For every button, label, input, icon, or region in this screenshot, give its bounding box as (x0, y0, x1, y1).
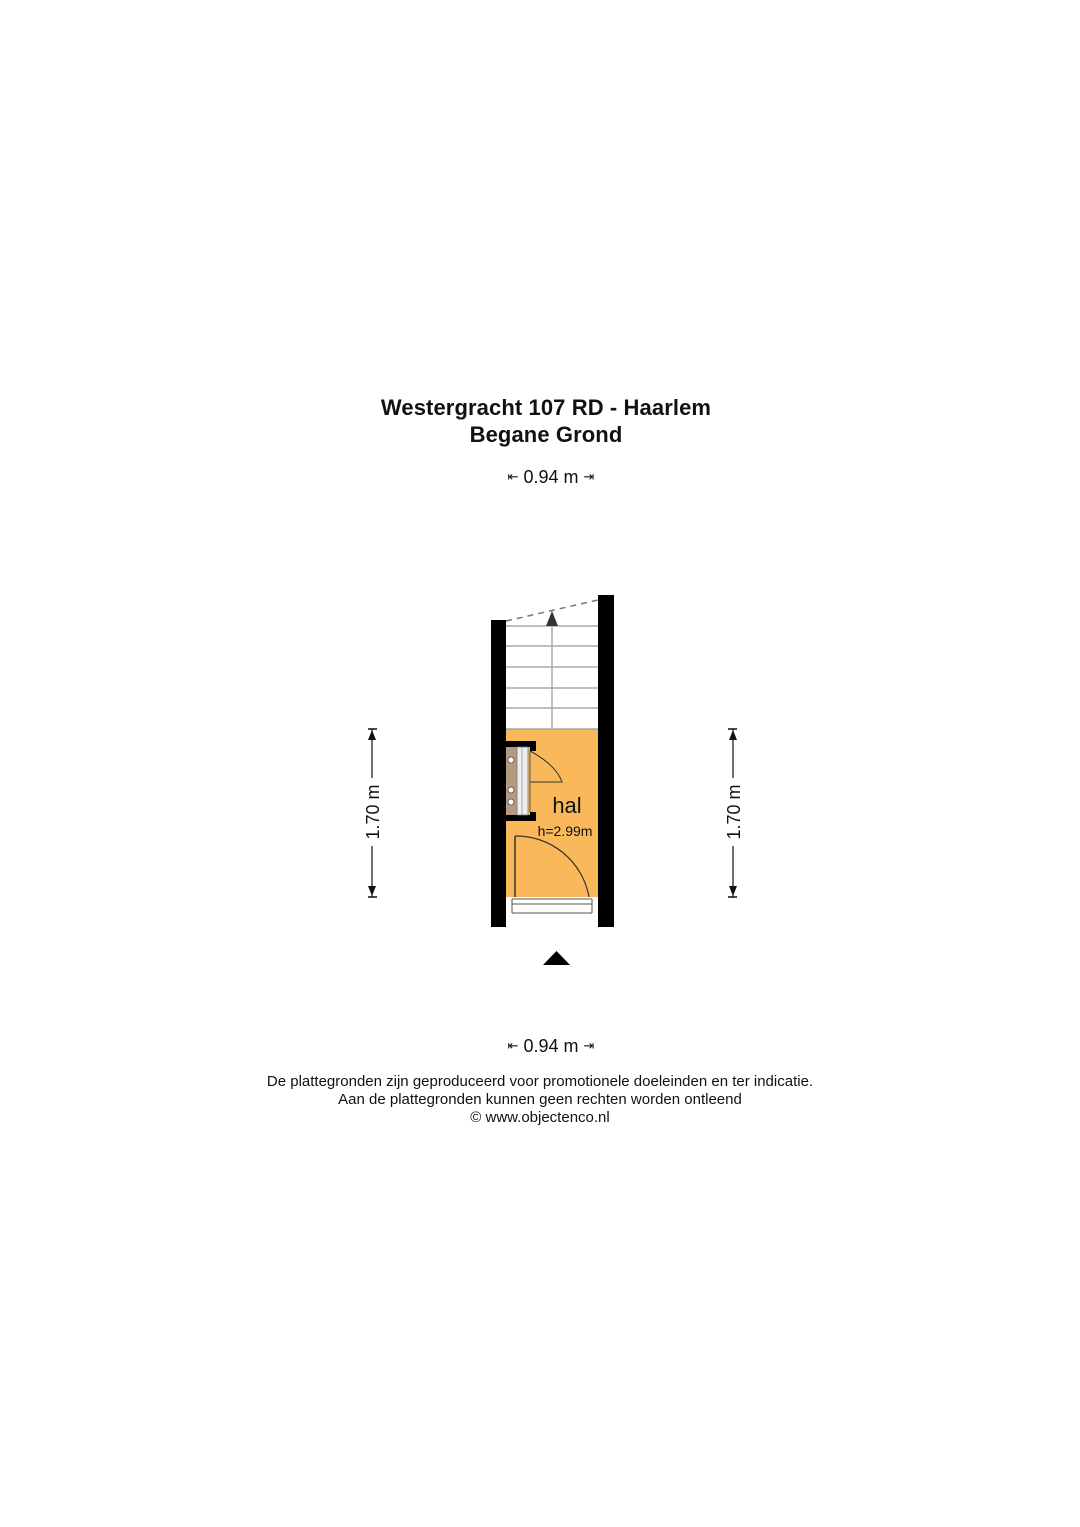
left-height-dimension (363, 729, 383, 897)
copyright-line: © www.objectenco.nl (470, 1109, 610, 1126)
right-height-label: 1.70 m (724, 784, 744, 840)
arrow-right-icon: ⇥ (583, 1038, 595, 1053)
top-width-label: 0.94 m (523, 467, 579, 487)
bottom-width-label: 0.94 m (523, 1036, 579, 1056)
left-height-label: 1.70 m (363, 784, 383, 840)
arrow-left-icon: ⇤ (507, 469, 519, 484)
arrow-right-icon: ⇥ (583, 469, 595, 484)
room-height-label: h=2.99m (537, 823, 593, 839)
stair-direction-arrow-icon (546, 611, 558, 626)
entrance-arrow-icon (543, 951, 570, 965)
left-wall (491, 620, 506, 927)
bottom-width-dimension (0, 1037, 1080, 1055)
plan-title: Westergracht 107 RD - Haarlem (380, 395, 712, 420)
arrow-left-icon: ⇤ (507, 1038, 519, 1053)
right-height-dimension (724, 729, 744, 897)
staircase (506, 626, 598, 729)
room-name-label: hal (552, 793, 582, 818)
disclaimer-line-2: Aan de plattegronden kunnen geen rechten worden ontleend (338, 1091, 742, 1108)
disclaimer-line-1: De plattegronden zijn geproduceerd voor promotionele doeleinden en ter indicatie. (266, 1073, 814, 1090)
right-wall (598, 595, 614, 927)
floor-title: Begane Grond (469, 422, 623, 447)
